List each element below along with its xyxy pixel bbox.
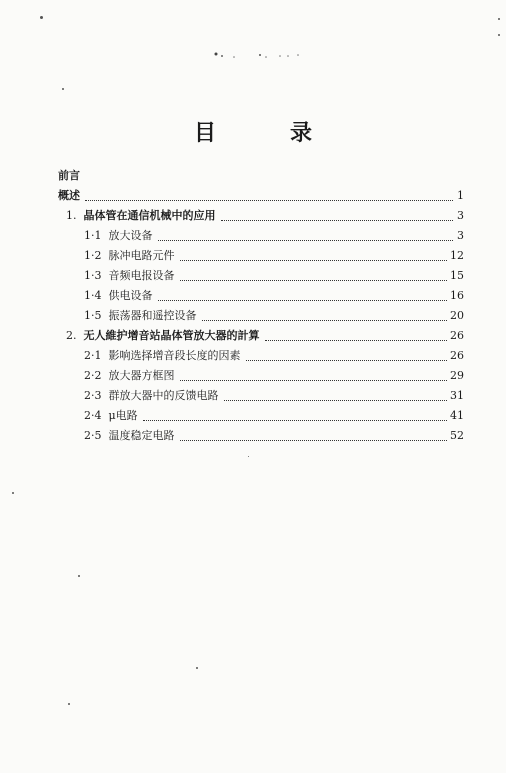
toc-entry-page: 12 (450, 249, 464, 262)
toc-leader-dots (158, 300, 448, 301)
toc-entry (58, 286, 464, 306)
toc-entry-page: 26 (450, 349, 464, 362)
toc-entry-title: 振荡器和遥控设备 (108, 309, 197, 322)
scan-speck (498, 18, 500, 20)
toc-entry (58, 386, 464, 406)
toc-entry-number: 2. (66, 329, 77, 342)
toc-entry-number: 1·3 (84, 269, 102, 282)
toc-entry-title: 晶体管在通信机械中的应用 (83, 209, 216, 222)
toc-entry-title: 无人維护增音站晶体管放大器的計算 (83, 329, 260, 342)
toc-leader-dots (202, 320, 448, 321)
toc-entry-page: 52 (450, 429, 464, 442)
toc-leader-dots (85, 200, 453, 201)
toc-entry-title: 脉冲电路元件 (108, 249, 175, 262)
toc-leader-dots (143, 420, 447, 421)
scan-speck (196, 667, 198, 669)
toc-entry-title: 供电设备 (108, 289, 153, 302)
toc-entry-title: 放大设备 (108, 229, 153, 242)
toc-entry (58, 306, 464, 326)
toc-entry-title: 音频电报设备 (108, 269, 175, 282)
toc-entry-page: 31 (450, 389, 464, 402)
toc-leader-dots (224, 400, 448, 401)
scan-speck (68, 703, 70, 705)
toc-entry-number: 1. (66, 209, 77, 222)
toc-entry-title: μ电路 (108, 409, 138, 422)
toc-entry-page: 3 (457, 209, 464, 222)
toc-entry-number: 1·2 (84, 249, 102, 262)
toc-entry-page: 29 (450, 369, 464, 382)
toc-entry-title: 前言 (58, 169, 80, 182)
toc-entry-title: 放大器方框图 (108, 369, 175, 382)
toc-entry (58, 326, 464, 346)
toc-leader-dots (265, 340, 448, 341)
toc-entry-number: 1·4 (84, 289, 102, 302)
toc-entry-number: 1·1 (84, 229, 102, 242)
toc-entry (58, 226, 464, 246)
toc-leader-dots (180, 280, 448, 281)
toc-entry-number: 2·3 (84, 389, 102, 402)
toc-leader-dots (180, 440, 448, 441)
scan-speck (62, 88, 64, 90)
toc-entry (58, 166, 464, 186)
toc-entry (58, 346, 464, 366)
toc-entry-page: 26 (450, 329, 464, 342)
toc-entry-number: 2·2 (84, 369, 102, 382)
toc-entry-title: 群放大器中的反馈电路 (108, 389, 219, 402)
toc-entry-page: 16 (450, 289, 464, 302)
scan-speck (12, 492, 14, 494)
scan-speck (498, 34, 500, 36)
toc-entry (58, 426, 464, 446)
toc-entry-page: 15 (450, 269, 464, 282)
toc-entry-page: 3 (457, 229, 464, 242)
toc-leader-dots (221, 220, 454, 221)
toc-entry-page: 41 (450, 409, 464, 422)
toc-entry-title: 影响选择增音段长度的因素 (108, 349, 241, 362)
toc-entry-number: 2·5 (84, 429, 102, 442)
toc-entry-page: 1 (457, 189, 464, 202)
scan-speck (78, 575, 80, 577)
toc-leader-dots (180, 260, 448, 261)
toc-entry-number: 2·1 (84, 349, 102, 362)
toc-entry-number: 2·4 (84, 409, 102, 422)
toc-leader-dots (180, 380, 448, 381)
scan-speck (40, 16, 43, 19)
toc-entry-title: 概述 (58, 189, 80, 202)
toc-leader-dots (246, 360, 448, 361)
toc-entry (58, 246, 464, 266)
scan-speck (248, 456, 249, 457)
toc-entry-number: 1·5 (84, 309, 102, 322)
toc-entry (58, 206, 464, 226)
toc-entry (58, 366, 464, 386)
toc-entry-page: 20 (450, 309, 464, 322)
toc-entry (58, 406, 464, 426)
table-of-contents (58, 166, 464, 446)
toc-entry (58, 186, 464, 206)
toc-entry (58, 266, 464, 286)
toc-leader-dots (158, 240, 454, 241)
toc-entry-title: 温度稳定电路 (108, 429, 175, 442)
scan-noise (212, 50, 312, 60)
page-title: 目 录 (193, 121, 338, 146)
